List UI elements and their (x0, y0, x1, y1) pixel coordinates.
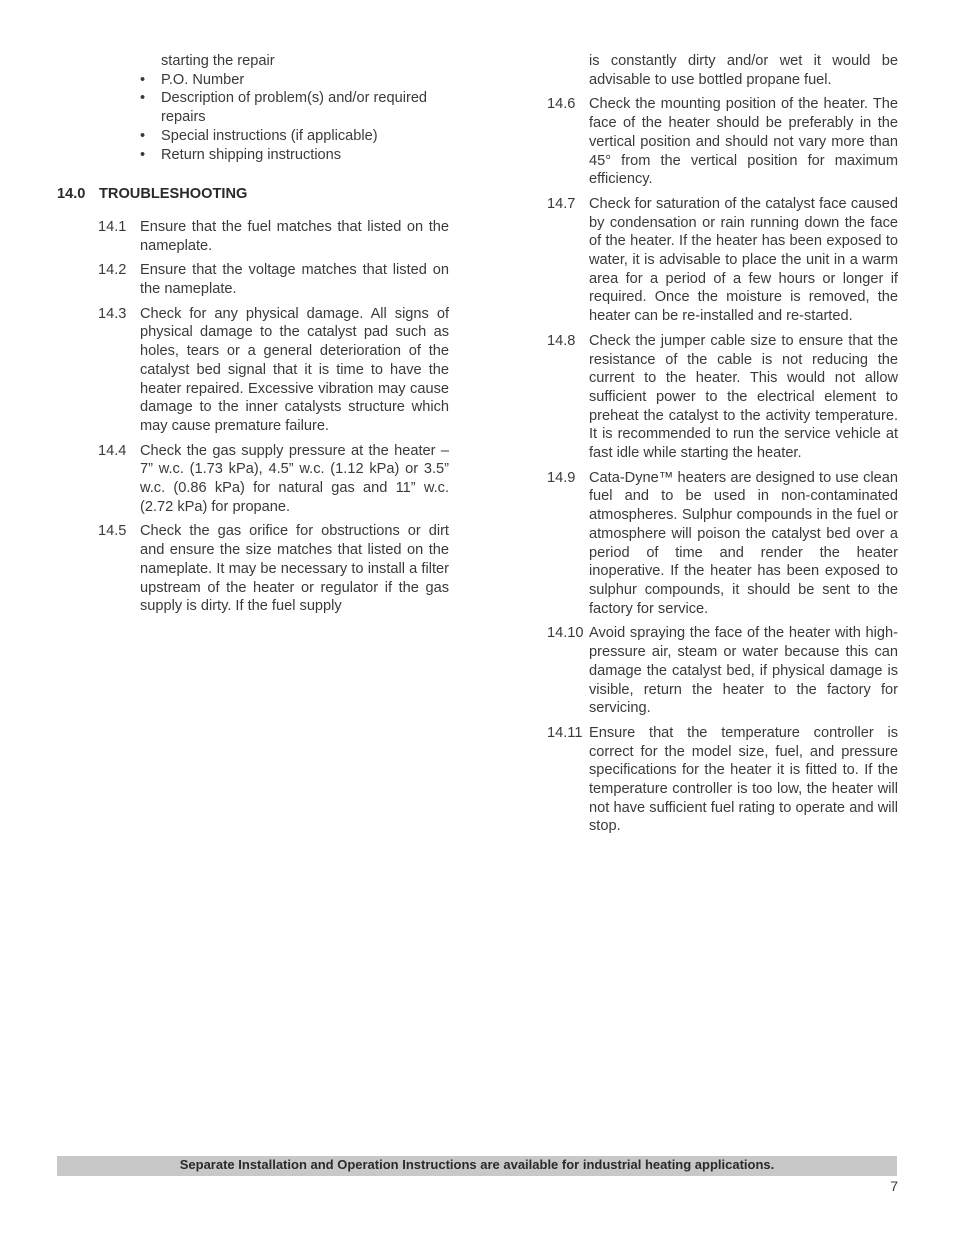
item-text: Avoid spraying the face of the heater with high-pressure air, steam or water because this can damage the catalyst bed, if physical damage is visible, return the heater to the factory for servicing. (589, 625, 898, 717)
item-number: 14.7 (547, 195, 576, 212)
item-text: Ensure that the voltage matches that listed on the nameplate. (140, 262, 449, 298)
troubleshooting-item (547, 624, 898, 718)
item-number: 14.2 (98, 262, 127, 279)
item-text: Ensure that the fuel matches that listed on the nameplate. (140, 218, 449, 254)
item-number: 14.1 (98, 218, 127, 235)
troubleshooting-item (98, 442, 449, 517)
section-heading (57, 185, 449, 204)
continuation-text: starting the repair (161, 53, 275, 69)
item-number: 14.6 (547, 96, 576, 113)
item-number: 14.5 (98, 523, 127, 540)
left-column (57, 52, 449, 622)
item-text: Check the jumper cable size to ensure that the resistance of the cable is not reducing the current to the heater. This would not allow sufficient power to the electrical element to preheat the catalyst to the activity temperature. It is recommended to run the service vehicle at fast idle while starting the heater. (589, 332, 898, 462)
bullet-list (140, 71, 449, 165)
bullet-icon: • (140, 90, 146, 107)
item-text: Cata-Dyne™ heaters are designed to use clean fuel and to be used in non-contaminated atmospheres. Sulphur compounds in the fuel or atmosphere will poison the catalyst bed over a period of time and render the heater inoperative. If the heater has been exposed to sulphur compounds, it should be sent to the factory for service. (589, 469, 898, 617)
item-number: 14.4 (98, 442, 127, 459)
list-item: • Special instructions (if applicable) (140, 127, 378, 144)
list-item: • Description of problem(s) and/or required repairs (140, 90, 428, 126)
item-text: Check for saturation of the catalyst face caused by condensation or rain running down the face of the heater. If the heater has been exposed to water, it is advisable to place the unit in a warm area for a period of a few hours or longer if required. Once the moisture is removed, the heater can be re-installed and re-started. (589, 195, 898, 325)
troubleshooting-item (547, 332, 898, 463)
item-text: Check the gas orifice for obstructions or dirt and ensure the size matches that listed on the nameplate. It may be necessary to install a filter upstream of the heater or regulator if the gas supply is dirty. If the fuel supply (140, 523, 449, 615)
troubleshooting-item (547, 195, 898, 326)
right-column (547, 52, 898, 842)
bullet-icon: • (140, 127, 146, 144)
item-number: 14.9 (547, 469, 576, 486)
continuation-text: is constantly dirty and/or wet it would be advisable to use bottled propane fuel. (589, 53, 898, 88)
troubleshooting-item (547, 95, 898, 189)
item-number: 14.11 (547, 724, 583, 741)
item-text: Ensure that the temperature controller is correct for the model size, fuel, and pressure specifications for the heater it is fitted to. If the temperature controller is too low, the heater will not have sufficient fuel rating to operate and will stop. (589, 724, 898, 835)
item-number: 14.8 (547, 332, 576, 349)
section-number: 14.0 (57, 186, 86, 203)
item-text: Check the gas supply pressure at the heater – 7” w.c. (1.73 kPa), 4.5” w.c. (1.12 kPa) or 3.5” w.c. (0.86 kPa) for natural gas and 11” w.c. (2.72 kPa) for propane. (140, 442, 449, 515)
bullet-icon: • (140, 71, 146, 88)
item-number: 14.10 (547, 625, 584, 642)
item-text: Check for any physical damage. All signs of physical damage to the catalyst pad such as holes, tears or a general deterioration of the catalyst bed signal that it is time to have the heater repaired. Excessive vibration may cause damage to the inner catalysts structure which may cause premature failure. (140, 305, 449, 434)
item-text: Check the mounting position of the heater. The face of the heater should be preferably in the vertical position and should not vary more than 45° from the vertical position for maximum efficiency. (589, 96, 898, 188)
troubleshooting-item (98, 218, 449, 255)
troubleshooting-item (98, 261, 449, 298)
troubleshooting-item (547, 469, 898, 619)
list-item: • Return shipping instructions (140, 146, 342, 163)
list-item: • P.O. Number (140, 71, 245, 88)
troubleshooting-item (98, 305, 449, 436)
troubleshooting-item (547, 724, 898, 836)
bullet-icon: • (140, 146, 146, 163)
footer-note: Separate Installation and Operation Instructions are available for industrial heating applications. (57, 1156, 897, 1176)
item-number: 14.3 (98, 305, 127, 322)
section-title: TROUBLESHOOTING (99, 186, 248, 203)
page-number: 7 (890, 1178, 898, 1194)
troubleshooting-item (98, 522, 449, 616)
